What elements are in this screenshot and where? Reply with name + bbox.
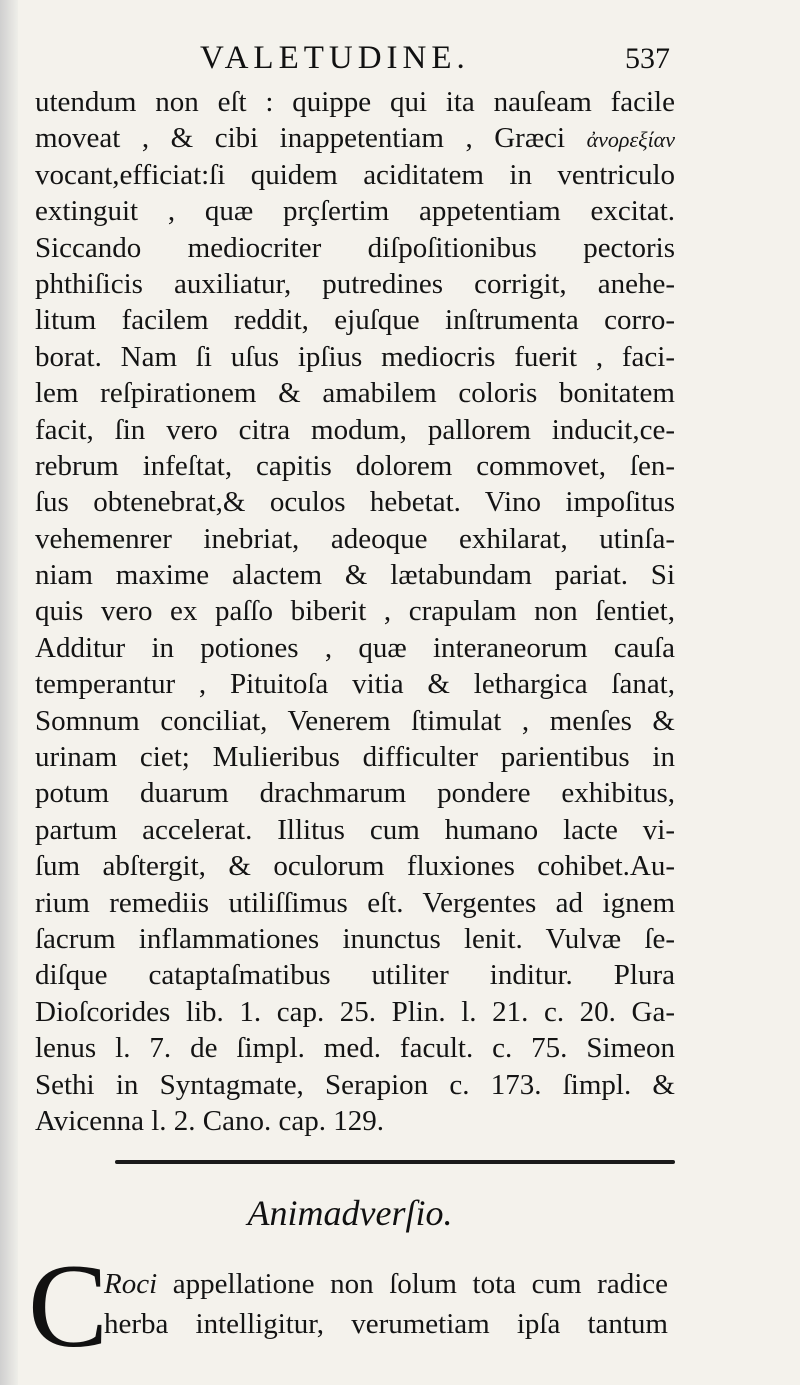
text-line-part: moveat , & cibi inappetentiam , Græci bbox=[35, 122, 587, 155]
italic-word: Roci bbox=[104, 1268, 158, 1300]
drop-cap-initial: C bbox=[28, 1239, 109, 1372]
running-head: VALETUDINE. bbox=[200, 40, 470, 76]
section-divider bbox=[115, 1160, 675, 1164]
text-line: vocant,efficiat:ſi quidem aciditatem in ventriculo bbox=[35, 158, 675, 191]
text-line: ſacrum inflammationes inunctus lenit. Vulvæ ſe- bbox=[35, 922, 675, 955]
text-line: potum duarum drachmarum pondere exhibitus, bbox=[35, 777, 675, 810]
text-line: Dioſcorides lib. 1. cap. 25. Plin. l. 21. c. 20. Ga- bbox=[35, 995, 675, 1028]
text-line: herba intelligitur, verumetiam ipſa tantum bbox=[104, 1308, 668, 1340]
text-line: rebrum infeſtat, capitis dolorem commovet, ſen- bbox=[35, 449, 675, 482]
text-line: lem reſpirationem & amabilem coloris bonitatem bbox=[35, 377, 675, 410]
section-paragraph bbox=[104, 1264, 668, 1344]
text-line: ſus obtenebrat,& oculos hebetat. Vino impoſitus bbox=[35, 486, 675, 519]
text-line: Additur in potiones , quæ interaneorum cauſa bbox=[35, 631, 675, 664]
text-line: extinguit , quæ prçſertim appetentiam excitat. bbox=[35, 195, 675, 228]
greek-word: ἀνορεξίαν bbox=[586, 127, 675, 153]
text-line: lenus l. 7. de ſimpl. med. facult. c. 75. Simeon bbox=[35, 1032, 675, 1065]
text-line: diſque cataptaſmatibus utiliter inditur. Plura bbox=[35, 959, 675, 992]
text-line: facit, ſin vero citra modum, pallorem inducit,ce- bbox=[35, 413, 675, 446]
text-line bbox=[35, 120, 675, 156]
text-line-part: appellatione non ſolum tota cum radice bbox=[157, 1268, 668, 1300]
text-line: utendum non eſt : quippe qui ita nauſeam facile bbox=[35, 86, 675, 118]
text-line: rium remediis utiliſſimus eſt. Vergentes ad ignem bbox=[35, 886, 675, 919]
text-line: Siccando mediocriter diſpoſitionibus pectoris bbox=[35, 231, 675, 264]
text-line: quis vero ex paſſo biberit , crapulam non ſentiet, bbox=[35, 595, 675, 628]
text-line: ſum abſtergit, & oculorum fluxiones cohibet.Au- bbox=[35, 850, 675, 883]
page-gutter bbox=[0, 0, 18, 1385]
text-line: vehemenrer inebriat, adeoque exhilarat, utinſa- bbox=[35, 522, 675, 555]
text-line: phthiſicis auxiliatur, putredines corrigit, anehe- bbox=[35, 267, 675, 300]
text-line: Sethi in Syntagmate, Serapion c. 173. ſimpl. & bbox=[35, 1068, 675, 1101]
text-line: borat. Nam ſi uſus ipſius mediocris fuerit , faci- bbox=[35, 340, 675, 373]
text-line: litum facilem reddit, ejuſque inſtrumenta corro- bbox=[35, 304, 675, 337]
text-line: temperantur , Pituitoſa vitia & lethargica ſanat, bbox=[35, 668, 675, 701]
text-line: niam maxime alactem & lætabundam pariat. Si bbox=[35, 559, 675, 592]
section-title: Animadverſio. bbox=[247, 1193, 453, 1233]
page-header bbox=[200, 40, 670, 80]
text-line: Somnum conciliat, Venerem ſtimulat , menſes & bbox=[35, 704, 675, 737]
text-line bbox=[104, 1264, 668, 1304]
text-line: partum accelerat. Illitus cum humano lacte vi- bbox=[35, 813, 675, 846]
text-line: urinam ciet; Mulieribus difficulter parientibus in bbox=[35, 741, 675, 774]
page-number: 537 bbox=[625, 42, 670, 75]
text-line: Avicenna l. 2. Cano. cap. 129. bbox=[35, 1104, 384, 1137]
main-text-block bbox=[35, 84, 675, 1139]
